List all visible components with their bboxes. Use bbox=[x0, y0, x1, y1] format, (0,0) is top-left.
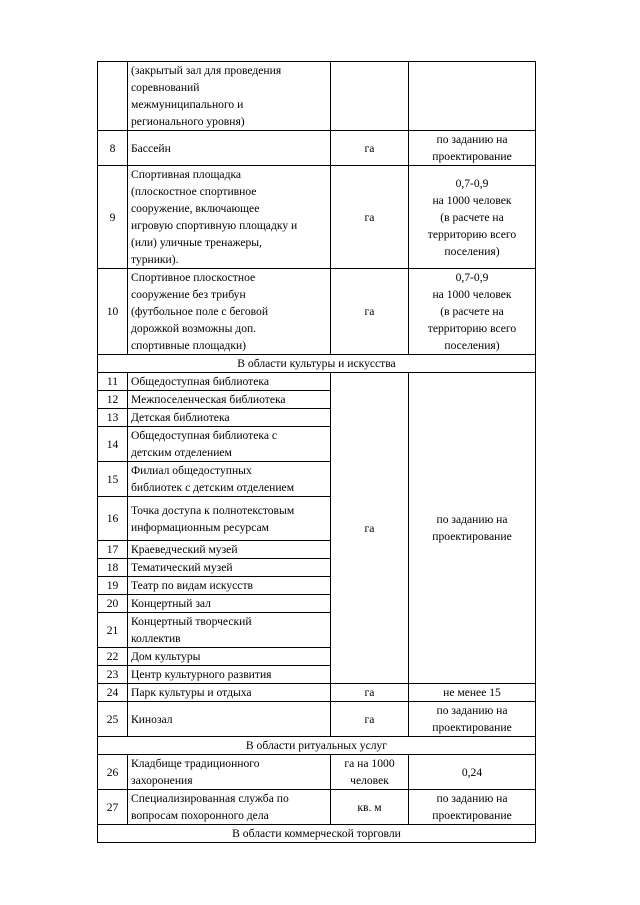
section-row bbox=[98, 355, 536, 373]
section-row bbox=[98, 825, 536, 843]
unit-cell: га на 1000 человек bbox=[331, 755, 409, 790]
row-number: 17 bbox=[98, 541, 128, 559]
row-number: 20 bbox=[98, 595, 128, 613]
facility-name: Общедоступная библиотека bbox=[128, 373, 331, 391]
facility-name: Краеведческий музей bbox=[128, 541, 331, 559]
row-number: 27 bbox=[98, 790, 128, 825]
row-number: 21 bbox=[98, 613, 128, 648]
section-heading-culture: В области культуры и искусства bbox=[98, 355, 536, 373]
row-number: 14 bbox=[98, 427, 128, 462]
row-number: 19 bbox=[98, 577, 128, 595]
facility-name: Дом культуры bbox=[128, 648, 331, 666]
facility-name: Концертный творческий коллектив bbox=[128, 613, 331, 648]
table-row bbox=[98, 166, 536, 269]
table-row bbox=[98, 790, 536, 825]
table-row bbox=[98, 131, 536, 166]
row-number: 25 bbox=[98, 702, 128, 737]
row-number: 10 bbox=[98, 269, 128, 355]
norms-table bbox=[97, 61, 536, 843]
facility-name: Филиал общедоступных библиотек с детским отделением bbox=[128, 462, 331, 497]
facility-name: Театр по видам искусств bbox=[128, 577, 331, 595]
row-number: 22 bbox=[98, 648, 128, 666]
table-row bbox=[98, 755, 536, 790]
norm-cell: 0,7-0,9 на 1000 человек (в расчете на территорию всего поселения) bbox=[409, 269, 536, 355]
norm-cell: по заданию на проектирование bbox=[409, 790, 536, 825]
facility-name: Межпоселенческая библиотека bbox=[128, 391, 331, 409]
unit-cell: кв. м bbox=[331, 790, 409, 825]
unit-cell: га bbox=[331, 166, 409, 269]
norm-cell: 0,24 bbox=[409, 755, 536, 790]
facility-name: Тематический музей bbox=[128, 559, 331, 577]
table-row bbox=[98, 373, 536, 391]
facility-name: Детская библиотека bbox=[128, 409, 331, 427]
unit-cell bbox=[331, 62, 409, 131]
table-row bbox=[98, 702, 536, 737]
row-number: 23 bbox=[98, 666, 128, 684]
unit-cell: га bbox=[331, 269, 409, 355]
row-number: 26 bbox=[98, 755, 128, 790]
row-number: 9 bbox=[98, 166, 128, 269]
facility-name: Точка доступа к полнотекстовым информационным ресурсам bbox=[128, 497, 331, 541]
facility-name: Концертный зал bbox=[128, 595, 331, 613]
facility-name: (закрытый зал для проведения соревнований межмуниципального и регионального уровня) bbox=[128, 62, 331, 131]
norm-cell: по заданию на проектирование bbox=[409, 131, 536, 166]
section-heading-trade: В области коммерческой торговли bbox=[98, 825, 536, 843]
unit-cell: га bbox=[331, 684, 409, 702]
table-row bbox=[98, 684, 536, 702]
unit-cell: га bbox=[331, 702, 409, 737]
facility-name: Парк культуры и отдыха bbox=[128, 684, 331, 702]
section-row bbox=[98, 737, 536, 755]
facility-name: Общедоступная библиотека с детским отделением bbox=[128, 427, 331, 462]
norm-cell: по заданию на проектирование bbox=[409, 702, 536, 737]
row-number: 12 bbox=[98, 391, 128, 409]
facility-name: Центр культурного развития bbox=[128, 666, 331, 684]
row-number: 8 bbox=[98, 131, 128, 166]
norm-cell-merged: по заданию на проектирование bbox=[409, 373, 536, 684]
facility-name: Спортивная площадка (плоскостное спортивное сооружение, включающее игровую спортивную площадку и (или) уличные тренажеры, турники). bbox=[128, 166, 331, 269]
facility-name: Кладбище традиционного захоронения bbox=[128, 755, 331, 790]
row-number: 18 bbox=[98, 559, 128, 577]
facility-name: Спортивное плоскостное сооружение без трибун (футбольное поле с беговой дорожкой возможны доп. спортивные площадки) bbox=[128, 269, 331, 355]
section-heading-ritual: В области ритуальных услуг bbox=[98, 737, 536, 755]
row-number: 15 bbox=[98, 462, 128, 497]
norm-cell: не менее 15 bbox=[409, 684, 536, 702]
facility-name: Специализированная служба по вопросам похоронного дела bbox=[128, 790, 331, 825]
row-number: 11 bbox=[98, 373, 128, 391]
facility-name: Бассейн bbox=[128, 131, 331, 166]
row-number bbox=[98, 62, 128, 131]
norm-cell bbox=[409, 62, 536, 131]
table-row bbox=[98, 62, 536, 131]
unit-cell: га bbox=[331, 131, 409, 166]
row-number: 13 bbox=[98, 409, 128, 427]
table-row bbox=[98, 269, 536, 355]
norm-cell: 0,7-0,9 на 1000 человек (в расчете на территорию всего поселения) bbox=[409, 166, 536, 269]
facility-name: Кинозал bbox=[128, 702, 331, 737]
row-number: 24 bbox=[98, 684, 128, 702]
row-number: 16 bbox=[98, 497, 128, 541]
unit-cell-merged: га bbox=[331, 373, 409, 684]
